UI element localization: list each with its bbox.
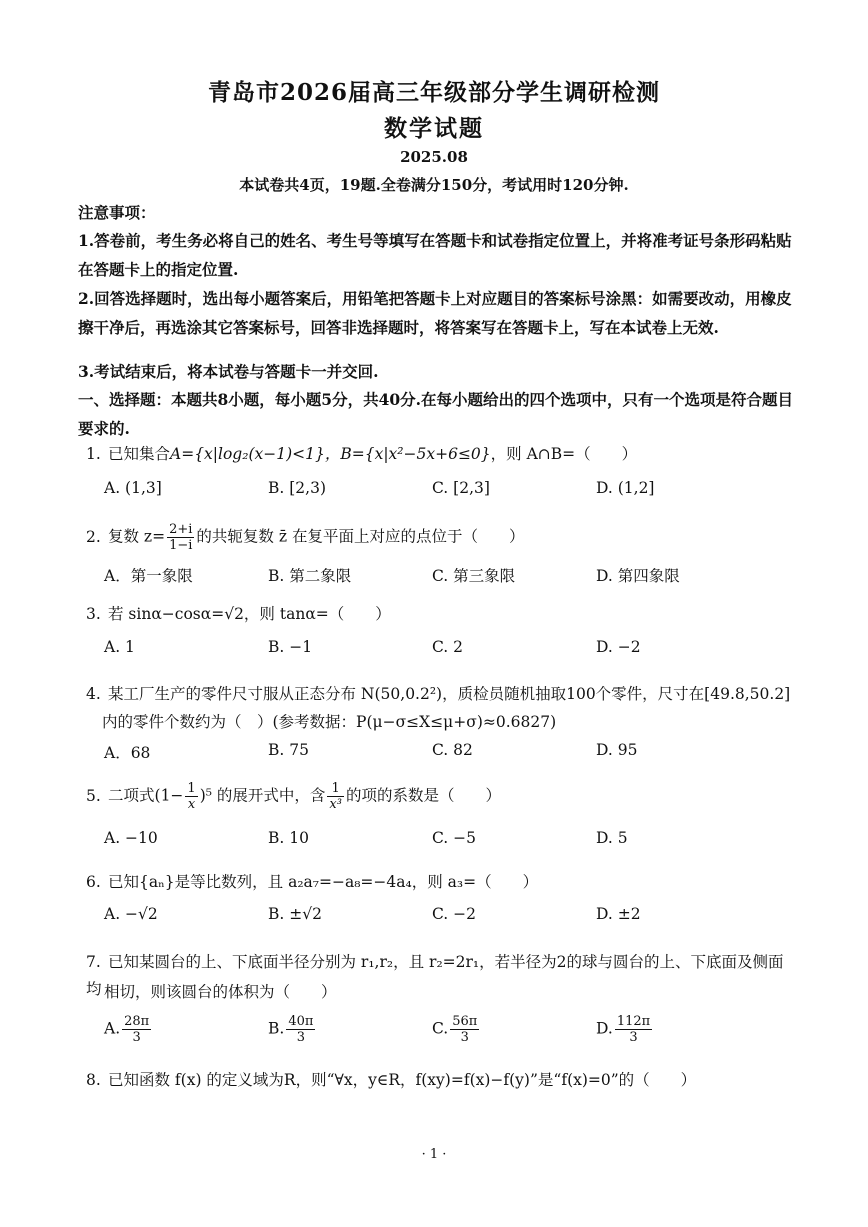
option-d: D. 第四象限 <box>596 567 680 585</box>
question-number: 6. <box>86 873 101 891</box>
question-7-options <box>104 1014 794 1054</box>
option-a: A. −10 <box>104 829 158 847</box>
question-number: 8. <box>86 1071 101 1089</box>
question-number: 5. <box>86 786 101 805</box>
option-b: B. ±√2 <box>268 905 322 923</box>
option-c: C. −2 <box>432 905 477 923</box>
question-7-line-2: 相切，则该圆台的体积为（ ） <box>104 983 337 1001</box>
question-number: 7. <box>86 953 101 971</box>
question-8: 8. 已知函数 f(x) 的定义域为R，则“∀x，y∈R，f(xy)=f(x)−f(y)”是“f(x)=0”的（ ） <box>86 1067 798 1094</box>
option-d: D. ±2 <box>596 905 641 923</box>
option-d: D. (1,2] <box>596 479 655 497</box>
question-5: 5. 二项式(1− $\frac{1}{x}$ )⁵ 的展开式中，含 $\frac{1}{\text{x³}}$ 的项的系数是（ ） <box>86 781 501 812</box>
question-number: 2. <box>86 527 101 546</box>
notes-heading: 注意事项： <box>78 203 156 222</box>
option-b: B. 第二象限 <box>268 567 352 585</box>
fraction: $\frac{2+i}{1-i}$ <box>169 522 193 553</box>
option-b: B. 75 <box>268 741 309 759</box>
question-1-options <box>104 479 794 507</box>
option-c: C. −5 <box>432 829 477 847</box>
option-c: C. $\frac{56\pi}{3}$ <box>432 1014 478 1045</box>
option-b: B. 10 <box>268 829 309 847</box>
option-b: B. [2,3) <box>268 479 326 497</box>
question-6: 6. 已知{aₙ}是等比数列，且 a₂a₇=−a₈=−4a₄，则 a₃=（ ） <box>86 869 798 896</box>
question-4-options <box>104 741 794 769</box>
option-d: D. −2 <box>596 638 641 656</box>
question-5-options <box>104 829 794 857</box>
option-a: A. −√2 <box>104 905 158 923</box>
option-b: B. −1 <box>268 638 313 656</box>
option-a: A．68 <box>104 744 151 762</box>
question-4-line-2: 内的零件个数约为（ ）(参考数据：P(μ−σ≤X≤μ+σ)≈0.6827) <box>102 713 557 731</box>
option-a: A．第一象限 <box>104 567 193 585</box>
option-c: C. [2,3] <box>432 479 490 497</box>
note-2: 2.回答选择题时，选出每小题答案后，用铅笔把答题卡上对应题目的答案标号涂黑：如需要改动，用橡皮擦干净后，再选涂其它答案标号，回答非选择题时，将答案写在答题卡上，写在本试卷上无效. <box>78 289 792 337</box>
option-a: A. 1 <box>104 638 135 656</box>
exam-info: 本试卷共4页，19题.全卷满分150分，考试用时120分钟. <box>239 176 629 194</box>
option-a: A. $\frac{28\pi}{3}$ <box>104 1014 150 1045</box>
question-7: 7. 已知某圆台的上、下底面半径分别为 r₁,r₂，且 r₂=2r₁，若半径为2的球与圆台的上、下底面及侧面均 <box>86 949 798 1003</box>
option-b: B. $\frac{40\pi}{3}$ <box>268 1014 314 1045</box>
section-1-heading: 一、选择题：本题共8小题，每小题5分，共40分.在每小题给出的四个选项中，只有一个选项是符合题目要求的. <box>78 390 794 438</box>
question-6-options <box>104 905 794 933</box>
fraction: $\frac{1}{x}$ <box>187 781 196 812</box>
note-1: 1.答卷前，考生务必将自己的姓名、考生号等填写在答题卡和试卷指定位置上，并将准考证号条形码粘贴在答题卡上的指定位置. <box>78 231 792 279</box>
exam-title: 青岛市2026届高三年级部分学生调研检测 <box>207 79 660 106</box>
question-3-options <box>104 638 794 666</box>
question-4: 4. 某工厂生产的零件尺寸服从正态分布 N(50,0.2²)，质检员随机抽取100个零件，尺寸在[49.8,50.2] <box>86 681 798 708</box>
option-a: A. (1,3] <box>104 479 162 497</box>
option-d: D. $\frac{112\pi}{3}$ <box>596 1014 651 1045</box>
question-number: 3. <box>86 605 101 623</box>
exam-subject: 数学试题 <box>384 115 484 142</box>
question-number: 4. <box>86 685 101 703</box>
option-c: C. 82 <box>432 741 473 759</box>
question-2-options <box>104 564 794 592</box>
page-number: · 1 · <box>421 1147 447 1162</box>
option-c: C. 第三象限 <box>432 567 516 585</box>
question-1: 1. 已知集合A={x|log₂(x−1)<1}，B={x|x²−5x+6≤0}，则 A∩B=（ ） <box>86 441 798 468</box>
option-d: D. 95 <box>596 741 638 759</box>
question-number: 1. <box>86 445 101 463</box>
exam-date: 2025.08 <box>400 148 468 166</box>
question-3: 3. 若 sinα−cosα=√2，则 tanα=（ ） <box>86 601 798 628</box>
question-2: 2. 复数 z= $\frac{2+i}{1-i}$ 的共轭复数 z̄ 在复平面上对应的点位于（ ） <box>86 522 525 553</box>
option-d: D. 5 <box>596 829 628 847</box>
fraction: $\frac{1}{\text{x³}}$ <box>329 781 342 812</box>
note-3: 3.考试结束后，将本试卷与答题卡一并交回. <box>78 362 379 381</box>
option-c: C. 2 <box>432 638 464 656</box>
